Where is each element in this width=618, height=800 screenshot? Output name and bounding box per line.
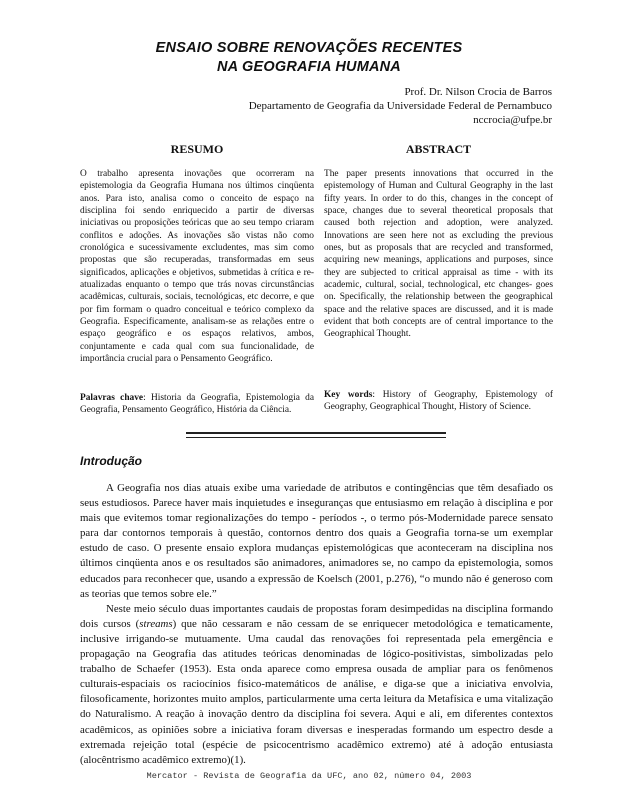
resumo-keywords xyxy=(80,392,314,417)
divider-rule-thick xyxy=(186,432,446,434)
divider-rule-thin xyxy=(186,437,446,438)
author-email: nccrocia@ufpe.br xyxy=(473,114,552,126)
paragraph-1: A Geografia nos dias atuais exibe uma variedade de atributos e contingências que têm desafiado os seus estudiosos. Parece haver mais inquietudes e inseguranças que entusiasmo em relação à disciplina e por mais que evitemos tomar regionalizações do tempo - períodos -, o termo pós-Modernidade parece sensato para dar contornos temporais à questão, contornos dentro dos quais a Geografia torna-se um exemplar estudo de caso. O presente ensaio explora mudanças epistemológicas que aconteceram na disciplina nos últimos cinqüenta anos e os resultados são animadores, animadores se, no campo da epistemologia, somos educados para reconhecer que, usando a expressão de Koelsch (2001, p.276), “o mundo não é generoso com as teorias que temos sobre ele.” xyxy=(80,482,553,600)
introducao-body xyxy=(80,481,553,768)
resumo-keywords-label: Palavras chave xyxy=(80,393,144,403)
page-footer: Mercator - Revista de Geografia da UFC, ano 02, número 04, 2003 xyxy=(146,771,472,781)
paragraph-2-start: Neste meio século duas importantes caudais de propostas foram desimpedidas na disciplina formando dois cursos ( xyxy=(80,602,553,630)
paragraph-2 xyxy=(80,602,553,768)
section-heading-introducao: Introdução xyxy=(80,454,142,468)
abstract-keywords-label: Key words xyxy=(324,390,373,400)
resumo-text: O trabalho apresenta inovações que ocorreram na epistemologia da Geografia Humana nos últimos cinqüenta anos. Para isto, analisa como o conceito de espaço na disciplina foi sendo enriquecido a partir de diversas iniciativas ou proposições teóricas que ao seu tempo criaram conflitos e adoções. As inovações são vistas não como cronológica e sucessivamente excludentes, mas sim como propostas que são recuperadas, transformadas em seus significados, aplicações e objetivos, submetidas à crítica e re-atualizadas enquanto o tempo que trás novas circunstâncias acadêmicas, culturais, sociais, tecnológicas, etc decorre, e que por fim formam o quadro conceitual e teórico complexo da Geografia. Especificamente, analisam-se as relações entre o espaço geográfico e os espaços relativos, ambos, conjuntamente e cada qual com sua funcionalidade, de importância crucial para o Pensamento Geográfico. xyxy=(80,169,314,365)
author-name: Prof. Dr. Nilson Crocia de Barros xyxy=(404,86,552,98)
paragraph-2-italic-term: streams xyxy=(139,617,173,630)
paragraph-2-rest: ) que não cessaram e não cessam de se enriquecer metodológica e tematicamente, inclusive irrigando-se mutuamente. Uma caudal das renovações foi representada pela emergência e propagação na Geografia das atitudes teóricas denominadas de lógico-positivistas, simbolizadas pelo trabalho de Schaefer (1953). Esta onda aparece como empresa ousada de ampliar para os fenômenos culturais-espaciais os raciocínios físico-matemáticos de análise, e diga-se que a iniciativa envolvia, filosoficamente, horizontes muito amplos, particularmente uma certa leitura da Metafísica e uma vitalização do Naturalismo. A reação à inovação dentro da disciplina foi severa. Aqui e ali, em diferentes contextos acadêmicos, as opiniões sobre a iniciativa foram diversas e inesperadas formando um espectro desde a extremada rejeição total (espécie de psicocentrismo acadêmico extremo) até à adoção entusiasta (alocêntrismo acadêmico extremo)(1). xyxy=(80,617,553,766)
abstract-text: The paper presents innovations that occurred in the epistemology of Human and Cultural Geography in the last fifty years. In order to do this, changes in the concept of space, changes due to several theoretical proposals that caused both rejection and adoption, were analyzed. Innovations are seen here not as excluding the previous ones, but as proposals that are recycled and transformed, acquiring new meanings, applications and purposes, since they are subjected to critical appraisal as time - with its academic, cultural, social, technological, etc changes- goes on. Specifically, the relationship between the geographical space and the relative spaces are discussed, and it is made evident that both concepts are of central importance to the Geographical Thought. xyxy=(324,169,553,340)
author-affiliation: Departamento de Geografia da Universidade Federal de Pernambuco xyxy=(248,100,552,112)
title-line-2: NA GEOGRAFIA HUMANA xyxy=(217,59,401,75)
abstract-keywords-list: : History of Geography, Epistemology of Geography, Geographical Thought, History of Science. xyxy=(324,390,553,413)
resumo-keywords-list: : Historia da Geografia, Epistemologia da Geografia, Pensamento Geográfico, História da Ciência. xyxy=(80,393,314,416)
abstract-keywords xyxy=(324,389,553,414)
resumo-heading: RESUMO xyxy=(170,142,224,156)
title-line-1: ENSAIO SOBRE RENOVAÇÕES RECENTES xyxy=(155,40,463,56)
abstract-heading: ABSTRACT xyxy=(405,142,472,156)
